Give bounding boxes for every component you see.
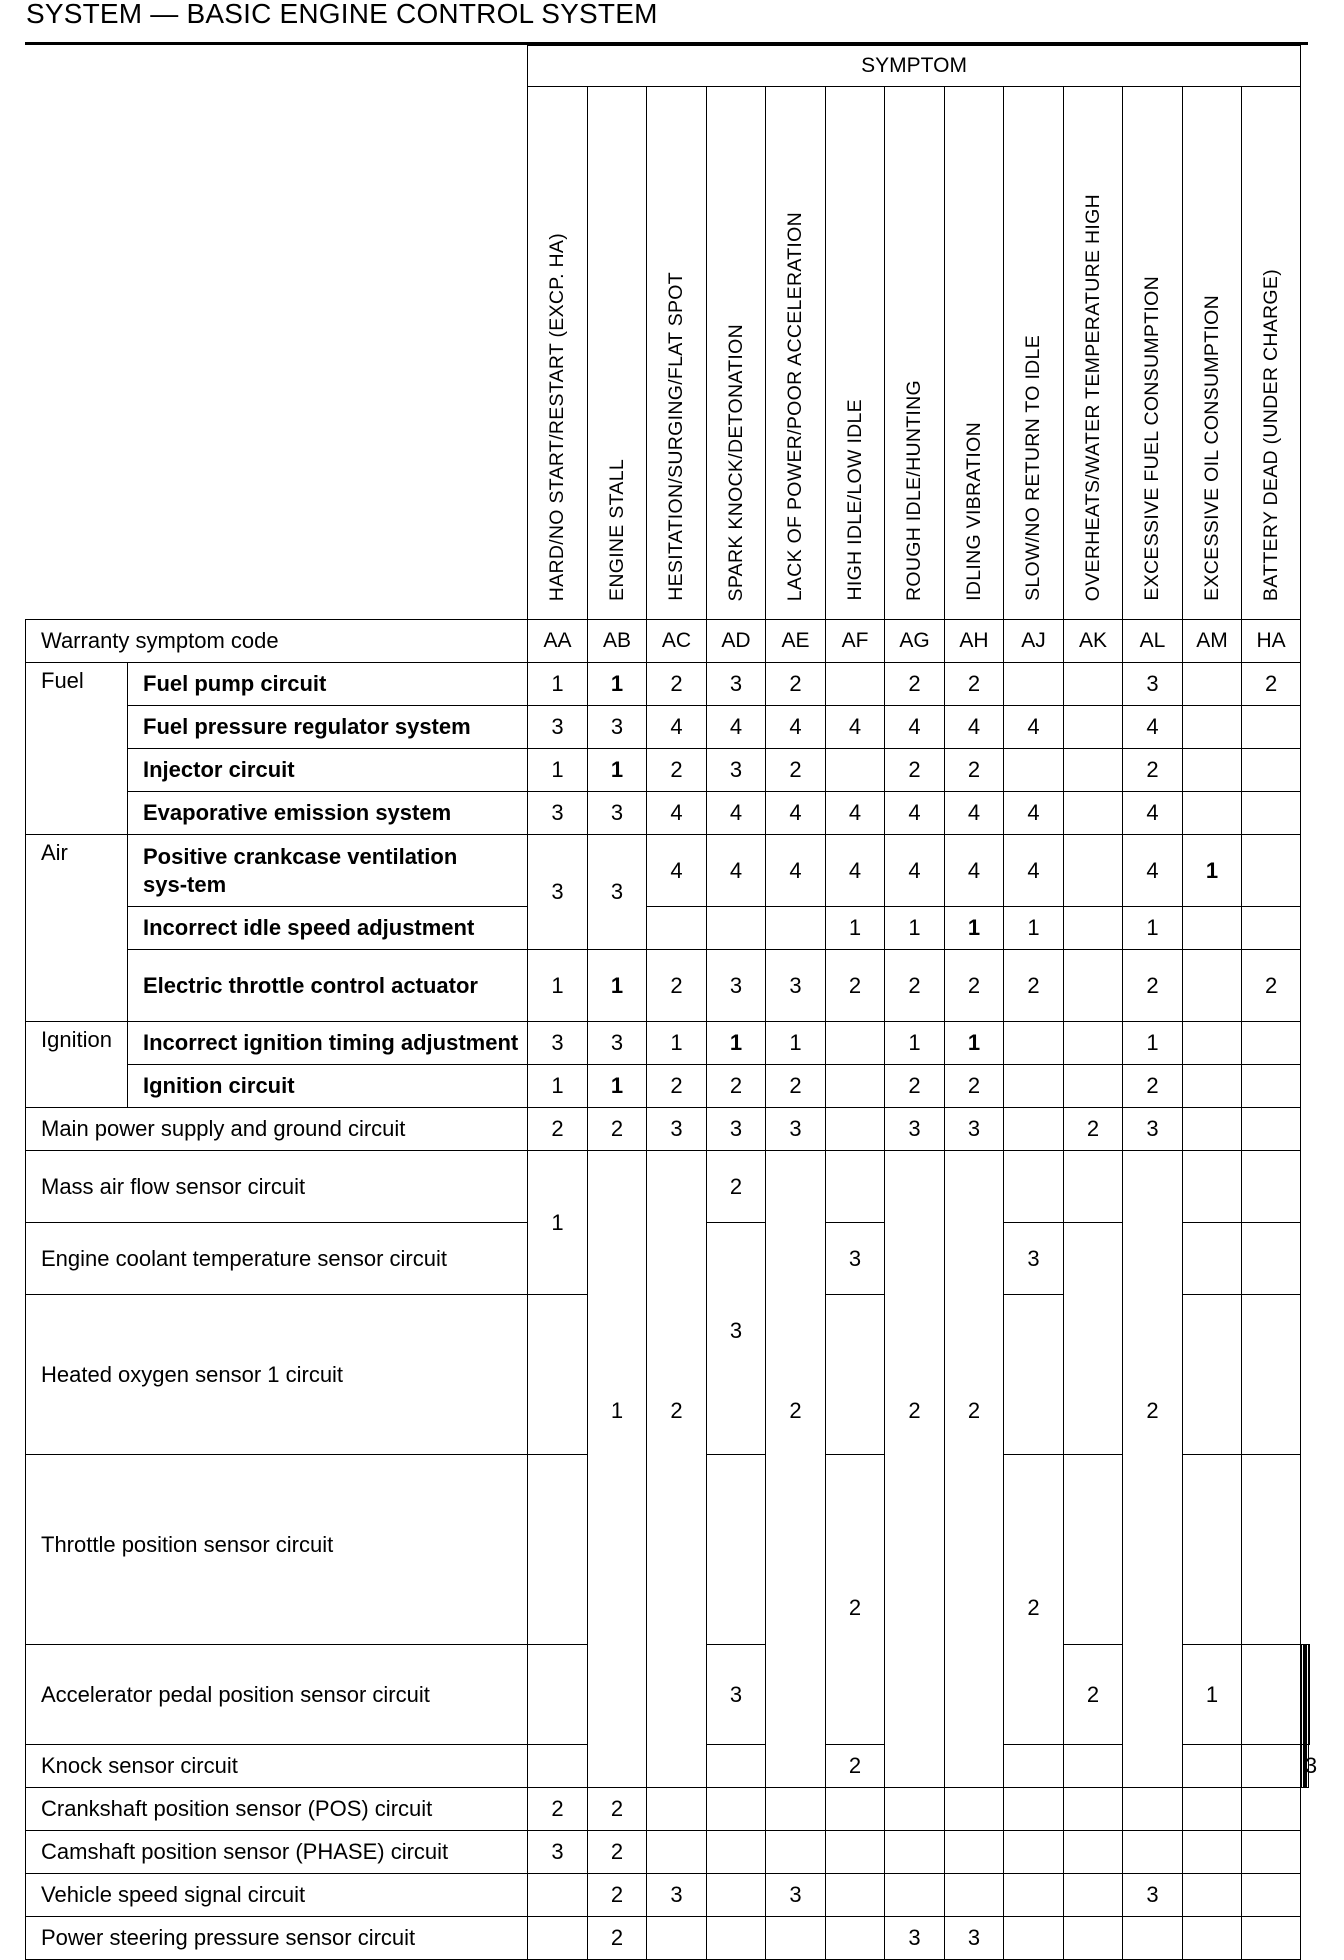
cell	[1242, 1455, 1301, 1645]
cell	[707, 1874, 766, 1917]
symptom-col-aj: SLOW/NO RETURN TO IDLE	[1004, 87, 1064, 620]
cell: 2	[1123, 950, 1183, 1022]
cell	[1064, 1874, 1123, 1917]
cell: 1	[528, 1151, 588, 1295]
cell: 1	[528, 663, 588, 706]
cell: 4	[945, 706, 1004, 749]
row-label-main-power: Main power supply and ground circuit	[26, 1108, 528, 1151]
code-cell: AE	[766, 620, 826, 663]
group-fuel: Fuel	[26, 663, 128, 835]
cell: 1	[588, 1065, 647, 1108]
code-cell: AJ	[1004, 620, 1064, 663]
cell: 3	[1123, 1108, 1183, 1151]
cell: 3	[588, 835, 647, 950]
row-label-fuel-pump: Fuel pump circuit	[128, 663, 528, 706]
cell	[1183, 1223, 1242, 1295]
cell: 3	[945, 1917, 1004, 1960]
code-cell: AK	[1064, 620, 1123, 663]
cell	[1064, 1455, 1123, 1645]
cell	[826, 1788, 885, 1831]
cell	[1242, 1645, 1301, 1745]
cell: 4	[647, 792, 707, 835]
cell: 1	[1004, 907, 1064, 950]
cell: 2	[885, 1151, 945, 1788]
cell: 2	[1123, 749, 1183, 792]
symptom-col-ha: BATTERY DEAD (UNDER CHARGE)	[1242, 87, 1301, 620]
cell: 2	[588, 1788, 647, 1831]
cell	[1064, 749, 1123, 792]
cell	[1183, 749, 1242, 792]
cell: 1	[528, 950, 588, 1022]
cell: 2	[766, 663, 826, 706]
cell	[1064, 706, 1123, 749]
cell	[1004, 1022, 1064, 1065]
code-cell: AC	[647, 620, 707, 663]
cell	[647, 907, 707, 950]
cell: 2	[528, 1788, 588, 1831]
cell	[1242, 749, 1301, 792]
cell: 2	[707, 1151, 766, 1223]
cell: 3	[707, 1645, 766, 1745]
cell	[826, 1022, 885, 1065]
cell	[1064, 1223, 1123, 1455]
cell: 2	[826, 1455, 885, 1745]
cell: 3	[1304, 1745, 1305, 1788]
cell: 1	[766, 1022, 826, 1065]
cell: 2	[826, 950, 885, 1022]
cell	[1004, 1917, 1064, 1960]
symptom-col-ak: OVERHEATS/WATER TEMPERATURE HIGH	[1064, 87, 1123, 620]
row-label-apps: Accelerator pedal position sensor circuit	[26, 1645, 528, 1745]
cell: 2	[885, 663, 945, 706]
cell: 3	[528, 1831, 588, 1874]
symptom-col-am: EXCESSIVE OIL CONSUMPTION	[1183, 87, 1242, 620]
row-label-ckp: Crankshaft position sensor (POS) circuit	[26, 1788, 528, 1831]
cell	[1242, 907, 1301, 950]
code-cell: AF	[826, 620, 885, 663]
row-label-throttle-actuator: Electric throttle control actuator	[128, 950, 528, 1022]
cell	[826, 1151, 885, 1223]
cell: 2	[1004, 1455, 1064, 1745]
cell	[1064, 950, 1123, 1022]
cell	[528, 1455, 588, 1645]
cell	[826, 663, 885, 706]
cell: 3	[707, 1223, 766, 1455]
cell: 3	[647, 1108, 707, 1151]
symptom-col-al: EXCESSIVE FUEL CONSUMPTION	[1123, 87, 1183, 620]
cell: 2	[766, 749, 826, 792]
cell	[766, 1831, 826, 1874]
cell	[826, 1831, 885, 1874]
cell: 3	[528, 835, 588, 950]
cell: 2	[1004, 950, 1064, 1022]
cell: 3	[707, 1108, 766, 1151]
cell: 3	[528, 1022, 588, 1065]
cell: 2	[588, 1874, 647, 1917]
cell: 4	[766, 706, 826, 749]
cell: 4	[826, 792, 885, 835]
cell: 3	[588, 706, 647, 749]
cell	[1004, 1151, 1064, 1223]
cell: 4	[1123, 792, 1183, 835]
cell: 1	[588, 1151, 647, 1788]
cell: 1	[1123, 907, 1183, 950]
cell	[1064, 792, 1123, 835]
cell	[1242, 1151, 1301, 1223]
cell: 1	[885, 1022, 945, 1065]
cell	[528, 1295, 588, 1455]
page-title: SYSTEM — BASIC ENGINE CONTROL SYSTEM	[26, 0, 658, 29]
cell	[1183, 706, 1242, 749]
cell	[1242, 1295, 1301, 1455]
row-label-ho2s: Heated oxygen sensor 1 circuit	[26, 1295, 528, 1455]
cell: 4	[707, 792, 766, 835]
cell: 4	[885, 792, 945, 835]
code-cell: AD	[707, 620, 766, 663]
cell	[707, 1788, 766, 1831]
cell	[1064, 1788, 1123, 1831]
cell	[945, 1788, 1004, 1831]
cell: 2	[766, 1151, 826, 1788]
cell: 3	[528, 792, 588, 835]
cell: 3	[707, 663, 766, 706]
code-cell: HA	[1242, 620, 1301, 663]
cell: 1	[885, 907, 945, 950]
cell: 2	[647, 1065, 707, 1108]
row-label-cmp: Camshaft position sensor (PHASE) circuit	[26, 1831, 528, 1874]
cell: 4	[707, 706, 766, 749]
cell	[528, 1645, 588, 1745]
row-label-fuel-pressure: Fuel pressure regulator system	[128, 706, 528, 749]
cell	[1183, 792, 1242, 835]
cell: 1	[588, 663, 647, 706]
symptom-col-af: HIGH IDLE/LOW IDLE	[826, 87, 885, 620]
cell: 3	[826, 1223, 885, 1295]
cell: 2	[826, 1745, 885, 1788]
cell: 2	[647, 663, 707, 706]
cell	[1004, 1745, 1064, 1788]
cell	[766, 1788, 826, 1831]
cell: 1	[945, 907, 1004, 950]
symptom-col-ae: LACK OF POWER/POOR ACCELERATION	[766, 87, 826, 620]
cell	[1242, 706, 1301, 749]
cell	[1242, 1065, 1301, 1108]
cell	[707, 1831, 766, 1874]
symptom-header: SYMPTOM	[528, 46, 1301, 87]
cell	[826, 1108, 885, 1151]
cell	[1242, 1745, 1301, 1788]
cell	[707, 1455, 766, 1645]
cell	[826, 1917, 885, 1960]
code-cell: AL	[1123, 620, 1183, 663]
cell: 4	[945, 835, 1004, 907]
cell: 4	[647, 835, 707, 907]
cell: 2	[707, 1065, 766, 1108]
cell: 4	[1004, 835, 1064, 907]
group-air: Air	[26, 835, 128, 1022]
row-label-ign-circuit: Ignition circuit	[128, 1065, 528, 1108]
cell: 1	[826, 907, 885, 950]
header-corner	[26, 46, 528, 620]
cell: 2	[528, 1108, 588, 1151]
cell	[707, 907, 766, 950]
cell	[1064, 1151, 1123, 1223]
cell: 2	[1123, 1065, 1183, 1108]
cell	[1242, 1788, 1301, 1831]
cell	[1183, 1455, 1242, 1645]
symptom-col-ac: HESITATION/SURGING/FLAT SPOT	[647, 87, 707, 620]
cell	[647, 1831, 707, 1874]
cell	[1183, 1831, 1242, 1874]
cell: 4	[826, 706, 885, 749]
cell	[528, 1917, 588, 1960]
cell: 2	[588, 1917, 647, 1960]
cell	[1123, 1917, 1183, 1960]
cell: 3	[1123, 1874, 1183, 1917]
cell	[1183, 1151, 1242, 1223]
cell	[1242, 1223, 1301, 1295]
cell: 3	[588, 1022, 647, 1065]
cell	[945, 1831, 1004, 1874]
row-label-ect: Engine coolant temperature sensor circuit	[26, 1223, 528, 1295]
cell	[1064, 907, 1123, 950]
cell: 3	[588, 792, 647, 835]
cell: 4	[885, 706, 945, 749]
cell: 2	[945, 749, 1004, 792]
cell: 3	[707, 749, 766, 792]
row-label-idle-speed: Incorrect idle speed adjustment	[128, 907, 528, 950]
cell: 4	[826, 835, 885, 907]
cell	[647, 1917, 707, 1960]
cell	[1183, 1874, 1242, 1917]
cell	[1004, 663, 1064, 706]
cell: 3	[707, 950, 766, 1022]
cell	[1123, 1788, 1183, 1831]
cell	[1183, 1108, 1242, 1151]
symptom-col-ah: IDLING VIBRATION	[945, 87, 1004, 620]
code-cell: AG	[885, 620, 945, 663]
symptom-col-ag: ROUGH IDLE/HUNTING	[885, 87, 945, 620]
cell: 2	[885, 1065, 945, 1108]
row-label-psp: Power steering pressure sensor circuit	[26, 1917, 528, 1960]
cell: 1	[528, 749, 588, 792]
cell: 1	[1183, 1645, 1242, 1745]
cell: 2	[885, 950, 945, 1022]
row-label-evap: Evaporative emission system	[128, 792, 528, 835]
warranty-label: Warranty symptom code	[26, 620, 528, 663]
cell	[766, 1917, 826, 1960]
cell: 4	[1004, 792, 1064, 835]
cell	[885, 1788, 945, 1831]
cell: 3	[1123, 663, 1183, 706]
cell: 4	[707, 835, 766, 907]
row-label-injector: Injector circuit	[128, 749, 528, 792]
code-cell: AH	[945, 620, 1004, 663]
cell: 1	[588, 749, 647, 792]
diagnosis-table	[25, 45, 1318, 1960]
code-cell: AA	[528, 620, 588, 663]
cell	[826, 1874, 885, 1917]
cell	[1064, 1831, 1123, 1874]
cell: 3	[945, 1108, 1004, 1151]
cell	[1123, 1831, 1183, 1874]
cell: 4	[1123, 706, 1183, 749]
cell	[1064, 835, 1123, 907]
cell: 2	[1123, 1151, 1183, 1788]
cell: 1	[707, 1022, 766, 1065]
cell: 2	[945, 1151, 1004, 1788]
cell	[1183, 1022, 1242, 1065]
cell	[1242, 1917, 1301, 1960]
cell	[826, 1295, 885, 1455]
cell: 2	[1064, 1645, 1123, 1745]
cell	[1004, 749, 1064, 792]
cell	[1004, 1295, 1064, 1455]
cell: 4	[885, 835, 945, 907]
cell: 4	[945, 792, 1004, 835]
cell: 2	[1242, 950, 1301, 1022]
cell	[707, 1745, 766, 1788]
cell: 2	[945, 950, 1004, 1022]
cell	[1183, 907, 1242, 950]
cell: 2	[945, 663, 1004, 706]
cell	[707, 1917, 766, 1960]
cell	[1183, 1065, 1242, 1108]
cell: 2	[885, 749, 945, 792]
cell: 4	[1004, 706, 1064, 749]
cell	[826, 1065, 885, 1108]
cell	[885, 1831, 945, 1874]
cell: 1	[647, 1022, 707, 1065]
cell	[1308, 1645, 1309, 1745]
row-label-knock: Knock sensor circuit	[26, 1745, 528, 1788]
cell: 4	[647, 706, 707, 749]
cell: 3	[766, 1108, 826, 1151]
row-label-maf: Mass air flow sensor circuit	[26, 1151, 528, 1223]
cell	[1242, 1022, 1301, 1065]
cell: 2	[647, 1151, 707, 1788]
cell: 4	[1123, 835, 1183, 907]
cell: 3	[766, 1874, 826, 1917]
cell: 1	[588, 950, 647, 1022]
cell: 3	[528, 706, 588, 749]
symptom-col-ab: ENGINE STALL	[588, 87, 647, 620]
cell	[1004, 1874, 1064, 1917]
cell	[1064, 1745, 1123, 1788]
cell	[528, 1874, 588, 1917]
cell: 2	[766, 1065, 826, 1108]
cell	[766, 907, 826, 950]
cell	[945, 1874, 1004, 1917]
cell: 3	[1004, 1223, 1064, 1295]
cell: 1	[945, 1022, 1004, 1065]
cell: 2	[588, 1108, 647, 1151]
cell	[1004, 1831, 1064, 1874]
cell	[1064, 663, 1123, 706]
row-label-ign-timing: Incorrect ignition timing adjustment	[128, 1022, 528, 1065]
cell	[1004, 1788, 1064, 1831]
row-label-vss: Vehicle speed signal circuit	[26, 1874, 528, 1917]
cell: 2	[1064, 1108, 1123, 1151]
cell	[647, 1788, 707, 1831]
cell	[1242, 792, 1301, 835]
cell	[1183, 1745, 1242, 1788]
cell: 3	[885, 1917, 945, 1960]
code-cell: AB	[588, 620, 647, 663]
cell	[1004, 1065, 1064, 1108]
cell: 2	[1242, 663, 1301, 706]
cell	[1242, 1874, 1301, 1917]
cell	[1242, 1831, 1301, 1874]
cell: 1	[528, 1065, 588, 1108]
cell	[1242, 1108, 1301, 1151]
cell: 4	[766, 835, 826, 907]
cell: 2	[647, 950, 707, 1022]
cell	[1004, 1108, 1064, 1151]
cell: 1	[1183, 835, 1242, 907]
cell	[1183, 1295, 1242, 1455]
cell: 2	[945, 1065, 1004, 1108]
cell	[1064, 1022, 1123, 1065]
cell: 3	[885, 1108, 945, 1151]
row-label-tps: Throttle position sensor circuit	[26, 1455, 528, 1645]
cell	[528, 1745, 588, 1788]
cell: 3	[647, 1874, 707, 1917]
code-cell: AM	[1183, 620, 1242, 663]
cell	[1183, 950, 1242, 1022]
cell: 4	[766, 792, 826, 835]
cell	[885, 1874, 945, 1917]
cell	[1183, 663, 1242, 706]
cell	[826, 749, 885, 792]
cell	[1242, 835, 1301, 907]
symptom-col-ad: SPARK KNOCK/DETONATION	[707, 87, 766, 620]
cell: 2	[647, 749, 707, 792]
cell: 1	[1123, 1022, 1183, 1065]
cell	[1064, 1065, 1123, 1108]
group-ignition: Ignition	[26, 1022, 128, 1108]
cell	[1183, 1917, 1242, 1960]
cell: 3	[766, 950, 826, 1022]
cell	[1183, 1788, 1242, 1831]
symptom-col-aa: HARD/NO START/RESTART (EXCP. HA)	[528, 87, 588, 620]
cell	[1064, 1917, 1123, 1960]
cell: 2	[588, 1831, 647, 1874]
row-label-pcv: Positive crankcase ventilation sys-tem	[128, 835, 528, 907]
